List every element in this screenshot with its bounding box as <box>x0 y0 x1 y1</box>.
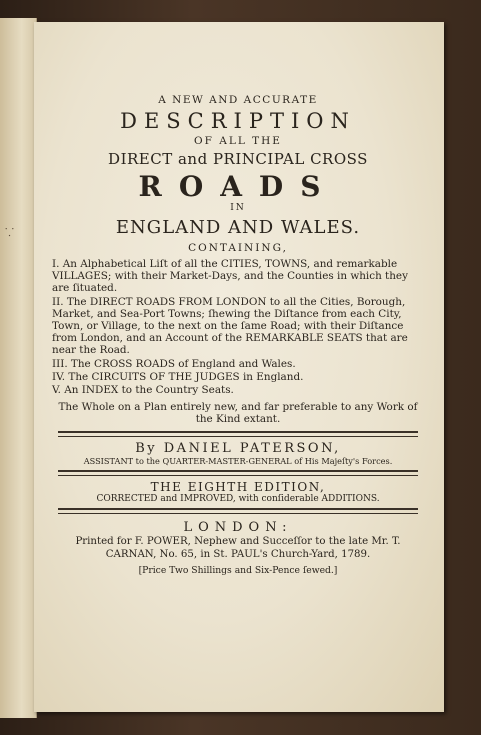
title-line-4: DIRECT and PRINCIPAL CROSS <box>108 150 368 168</box>
edition-line: THE EIGHTH EDITION, <box>150 480 326 495</box>
assistant-line: ASSISTANT to the QUARTER-MASTER-GENERAL of His Majeſty's Forces. <box>83 456 393 467</box>
title-line-7: ENGLAND AND WALES. <box>115 217 361 238</box>
list-item: IV. The CIRCUITS OF THE JUDGES in England. <box>52 370 304 383</box>
ink-mark-icon: ⸪ <box>5 226 15 239</box>
divider <box>58 508 418 514</box>
list-item: I. An Alphabetical Liſt of all the CITIES, TOWNS, and remarkable VILLAGES; with their Market-Days, and the Counties in which they are ſituated. <box>52 258 408 295</box>
list-item: II. The DIRECT ROADS FROM LONDON to all the Cities, Borough, Market, and Sea-Port Towns; ſhewing the Diſtance from each City, Town, or Village, to the next on the ſame Road; with their Diſtance from London, and an Account of the REMARKABLE SEATS that are near the Road. <box>52 295 408 357</box>
divider <box>58 470 418 476</box>
list-item: III. The CROSS ROADS of England and Wales. <box>52 357 296 370</box>
divider <box>58 431 418 437</box>
contents-list <box>52 258 424 396</box>
whole-plan-note: The Whole on a Plan entirely new, and far preferable to any Work of the Kind extant. <box>58 401 418 426</box>
title-line-1: A NEW AND ACCURATE <box>158 94 318 106</box>
facing-page-edge <box>0 18 37 718</box>
title-line-2: DESCRIPTION <box>120 109 356 133</box>
title-line-3: OF ALL THE <box>194 135 282 147</box>
author-line: By DANIEL PATERSON, <box>135 441 341 457</box>
title-line-5: ROADS <box>138 170 338 203</box>
imprint-city: LONDON: <box>183 520 293 536</box>
title-page <box>34 22 444 712</box>
list-item: V. An INDEX to the Country Seats. <box>52 384 234 397</box>
containing-heading: CONTAINING, <box>188 242 288 254</box>
title-line-6: IN <box>230 203 246 213</box>
price-line: [Price Two Shillings and Six-Pence ſewed.] <box>138 565 338 577</box>
imprint-printer: Printed for F. POWER, Nephew and Succeſſor to the late Mr. T. CARNAN, No. 65, in St. PAUL's Church-Yard, 1789. <box>75 536 401 560</box>
title-page-content <box>52 94 424 576</box>
corrected-line: CORRECTED and IMPROVED, with conſiderable ADDITIONS. <box>96 494 380 505</box>
